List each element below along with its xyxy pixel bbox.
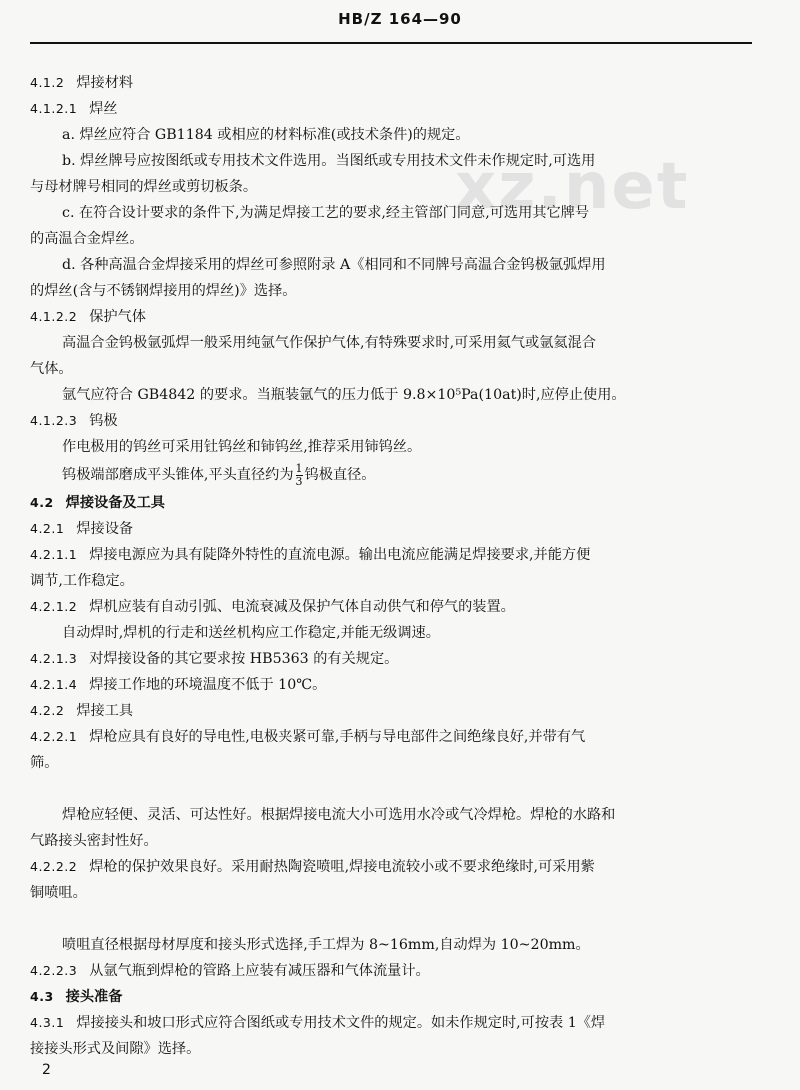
paragraph-line [30, 356, 752, 382]
clause-title: 焊枪应具有良好的导电性,电极夹紧可靠,手柄与导电部件之间绝缘良好,并带有气 [89, 729, 586, 745]
paragraph-line [30, 252, 752, 278]
line-text: 高温合金钨极氩弧焊一般采用纯氩气作保护气体,有特殊要求时,可采用氦气或氩氦混合 [62, 335, 596, 351]
clause-4-2-1-1a [30, 542, 752, 568]
clause-title: 焊枪的保护效果良好。采用耐热陶瓷喷咀,焊接电流较小或不要求绝缘时,可采用紫 [89, 859, 595, 875]
clause-4-3-1a [30, 1010, 752, 1036]
paragraph-line [30, 434, 752, 460]
fraction-numerator: 1 [295, 461, 303, 475]
paragraph-line [30, 148, 752, 174]
clause-title: 焊接接头和坡口形式应符合图纸或专用技术文件的规定。如未作规定时,可按表 1《焊 [76, 1015, 606, 1031]
header-rule [30, 42, 752, 44]
clause-number: 4.2.1.3 [30, 651, 78, 666]
paragraph-line [30, 382, 752, 408]
clause-title: 焊接工作地的环境温度不低于 10℃。 [89, 677, 327, 693]
paragraph-line [30, 932, 752, 958]
clause-title: 钨极 [89, 413, 118, 429]
clause-title: 焊丝 [89, 101, 118, 117]
line-text: 焊枪应轻便、灵活、可达性好。根据焊接电流大小可选用水冷或气冷焊枪。焊枪的水路和 [62, 807, 616, 823]
clause-4-1-2-3 [30, 408, 752, 434]
line-text: 筛。 [30, 755, 59, 771]
clause-4-2-2-3 [30, 958, 752, 984]
line-text: 铜喷咀。 [30, 885, 87, 901]
fraction-denominator: 3 [295, 474, 303, 488]
line-text: 的高温合金焊丝。 [30, 231, 144, 247]
clause-number: 4.2.2 [30, 703, 65, 718]
page-number: 2 [42, 1062, 51, 1078]
clause-number: 4.1.2.1 [30, 101, 78, 116]
clause-4-1-2-2 [30, 304, 752, 330]
clause-title: 焊接设备及工具 [65, 495, 165, 511]
clause-number: 4.1.2.2 [30, 309, 78, 324]
clause-4-1-2-1 [30, 96, 752, 122]
clause-title: 从氩气瓶到焊枪的管路上应装有减压器和气体流量计。 [89, 963, 430, 979]
line-text: 接接头形式及间隙》选择。 [30, 1041, 201, 1057]
line-text: 钨极端部磨成平头锥体,平头直径约为 [62, 467, 294, 483]
paragraph-line [30, 278, 752, 304]
line-text: 气路接头密封性好。 [30, 833, 158, 849]
clause-title: 对焊接设备的其它要求按 HB5363 的有关规定。 [89, 651, 399, 667]
paragraph-line [30, 460, 752, 490]
paragraph-line [30, 906, 752, 932]
paragraph-line [30, 880, 752, 906]
paragraph-line [30, 828, 752, 854]
paragraph-line [30, 620, 752, 646]
line-text: a. 焊丝应符合 GB1184 或相应的材料标准(或技术条件)的规定。 [62, 127, 470, 143]
paragraph-line [30, 122, 752, 148]
paragraph-line [30, 1036, 752, 1062]
line-text: 与母材牌号相同的焊丝或剪切板条。 [30, 179, 258, 195]
clause-title: 焊接工具 [76, 703, 134, 719]
clause-number: 4.3.1 [30, 1015, 65, 1030]
paragraph-line [30, 776, 752, 802]
fraction [296, 463, 303, 488]
clause-number: 4.2.2.2 [30, 859, 78, 874]
line-text: 调节,工作稳定。 [30, 573, 134, 589]
line-text: 气体。 [30, 361, 73, 377]
clause-4-3 [30, 984, 752, 1010]
clause-4-2-2-1a [30, 724, 752, 750]
clause-title: 接头准备 [65, 989, 123, 1005]
line-text: 喷咀直径根据母材厚度和接头形式选择,手工焊为 8~16mm,自动焊为 10~20mm。 [62, 937, 590, 953]
line-text: 氩气应符合 GB4842 的要求。当瓶装氩气的压力低于 9.8×10⁵Pa(10at)时,应停止使用。 [62, 387, 626, 403]
document-header: HB/Z 164—90 [338, 10, 462, 28]
paragraph-line [30, 802, 752, 828]
clause-4-1-2 [30, 70, 752, 96]
clause-4-2 [30, 490, 752, 516]
clause-number: 4.2.1.4 [30, 677, 78, 692]
clause-4-2-1-4 [30, 672, 752, 698]
clause-4-2-2 [30, 698, 752, 724]
clause-number: 4.2.1.1 [30, 547, 78, 562]
clause-number: 4.3 [30, 989, 54, 1004]
paragraph-line [30, 226, 752, 252]
clause-4-2-1 [30, 516, 752, 542]
clause-number: 4.1.2 [30, 75, 65, 90]
clause-number: 4.2.2.1 [30, 729, 78, 744]
clause-number: 4.2 [30, 495, 54, 510]
document-body [30, 70, 752, 1062]
clause-number: 4.2.1 [30, 521, 65, 536]
clause-title: 焊接材料 [76, 75, 134, 91]
line-text-after: 钨极直径。 [304, 467, 376, 483]
clause-4-2-1-3 [30, 646, 752, 672]
line-text: 自动焊时,焊机的行走和送丝机构应工作稳定,并能无级调速。 [62, 625, 440, 641]
clause-title: 焊接电源应为具有陡降外特性的直流电源。输出电流应能满足焊接要求,并能方便 [89, 547, 591, 563]
clause-number: 4.1.2.3 [30, 413, 78, 428]
clause-number: 4.2.1.2 [30, 599, 78, 614]
clause-4-2-2-2a [30, 854, 752, 880]
line-text: 作电极用的钨丝可采用钍钨丝和铈钨丝,推荐采用铈钨丝。 [62, 439, 422, 455]
clause-title: 焊机应装有自动引弧、电流衰减及保护气体自动供气和停气的装置。 [89, 599, 515, 615]
line-text: d. 各种高温合金焊接采用的焊丝可参照附录 A《相同和不同牌号高温合金钨极氩弧焊用 [62, 257, 606, 273]
clause-title: 保护气体 [89, 309, 146, 325]
clause-4-2-1-2 [30, 594, 752, 620]
line-text: 的焊丝(含与不锈钢焊接用的焊丝)》选择。 [30, 283, 297, 299]
watermark: xz.net [455, 150, 690, 224]
paragraph-line [30, 200, 752, 226]
line-text: b. 焊丝牌号应按图纸或专用技术文件选用。当图纸或专用技术文件未作规定时,可选用 [62, 153, 596, 169]
line-text: c. 在符合设计要求的条件下,为满足焊接工艺的要求,经主管部门同意,可选用其它牌号 [62, 205, 590, 221]
clause-title: 焊接设备 [76, 521, 134, 537]
clause-number: 4.2.2.3 [30, 963, 78, 978]
paragraph-line [30, 174, 752, 200]
paragraph-line [30, 750, 752, 776]
paragraph-line [30, 330, 752, 356]
paragraph-line [30, 568, 752, 594]
